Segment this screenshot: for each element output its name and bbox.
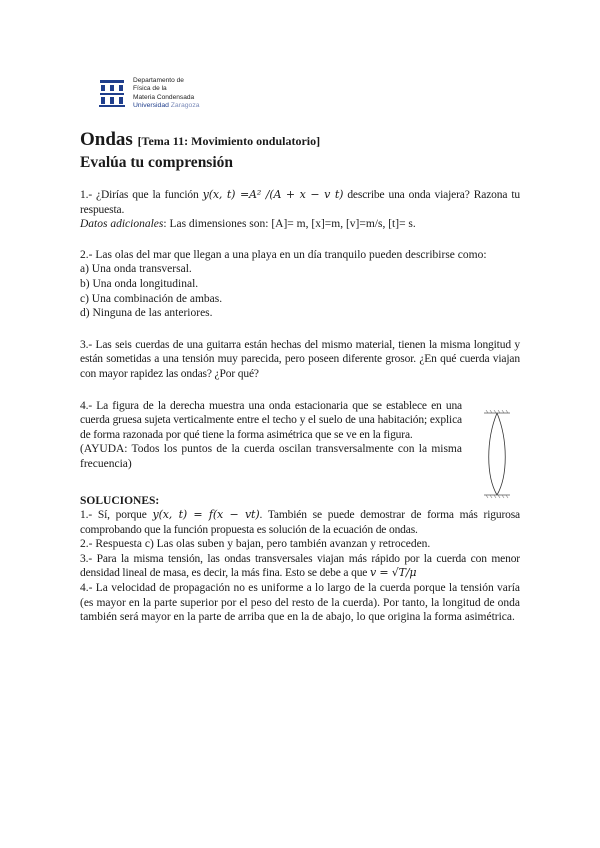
logo-university <box>133 102 200 110</box>
title-topic: [Tema 11: Movimiento ondulatorio] <box>137 134 321 148</box>
question-1-extra <box>80 217 520 232</box>
q1-text-a: ¿Dirías que la función <box>92 189 203 201</box>
s3-number: 3.- <box>80 552 93 565</box>
q1-extra-text: : Las dimensiones son: [A]= m, [x]=m, [v]=m/s, [t]= s. <box>163 218 416 231</box>
q2-option-c: c) Una combinación de ambas. <box>80 292 223 305</box>
q1-text-b: describe una onda viajera? Razona tu respuesta. <box>80 189 520 216</box>
s2-text: Respuesta c) Las olas suben y bajan, pero también avanzan y retroceden. <box>92 538 431 551</box>
standing-wave-figure <box>478 410 516 500</box>
q1-number: 1.- <box>80 189 93 201</box>
s1-text-a: Sí, porque <box>92 509 153 522</box>
s1-formula: y(x, t) = f(x − vt) <box>152 508 260 522</box>
q4-statement <box>80 399 462 443</box>
s1-number: 1.- <box>80 509 93 522</box>
page-title <box>80 129 520 152</box>
q3-number: 3.- <box>80 338 93 351</box>
q2-option-b: b) Una onda longitudinal. <box>80 277 199 290</box>
q4-text: La figura de la derecha muestra una onda estacionaria que se establece en una cuerda gruesa sujeta verticalmente entre el techo y el suelo de una habitación; explica de forma razonada por qué tiene la forma asimétrica que se ve en la figura. <box>80 399 462 441</box>
s4-number: 4.- <box>80 582 93 595</box>
question-2-options <box>80 262 520 320</box>
solution-1 <box>80 508 520 537</box>
solution-4 <box>80 581 520 625</box>
q2-option-d: d) Ninguna de las anteriores. <box>80 307 213 320</box>
page-subtitle: Evalúa tu comprensión <box>80 154 234 171</box>
question-1 <box>80 188 520 217</box>
q2-number: 2.- <box>80 248 93 261</box>
question-3 <box>80 338 520 382</box>
logo-university-b: Zaragoza <box>170 102 200 110</box>
university-logo <box>97 77 200 111</box>
s1-text-b: . También se puede demostrar de forma más rigurosa comprobando que la función propuesta es solución de la ecuación de ondas. <box>80 509 521 536</box>
s2-number: 2.- <box>80 538 93 551</box>
logo-line-3: Materia Condensada <box>133 93 195 101</box>
solution-2 <box>80 537 520 552</box>
q3-text: Las seis cuerdas de una guitarra están hechas del mismo material, tienen la misma longitud y están sometidas a una tensión muy parecida, pero poseen diferente grosor. ¿En qué cuerda viajan con mayor rapidez las ondas? ¿Por qué? <box>80 338 520 380</box>
logo-line-2: Física de la <box>133 85 167 93</box>
q2-text: Las olas del mar que llegan a una playa en un día tranquilo pueden describirse como: <box>92 248 487 261</box>
q4-number: 4.- <box>80 399 93 412</box>
document-body <box>80 129 520 625</box>
solutions-section <box>80 494 520 625</box>
university-emblem-icon <box>97 78 127 108</box>
q1-formula: y(x, t) =A² /(A + x − v t) <box>202 188 344 201</box>
logo-university-a: Universidad <box>133 102 169 110</box>
q2-option-a: a) Una onda transversal. <box>80 263 192 276</box>
s4-text: La velocidad de propagación no es uniforme a lo largo de la cuerda porque la tensión varía (es mayor en la parte superior por el peso del resto de la cuerda). Por tanto, la longitud de onda también será mayor en la parte de arriba que en la de abajo, lo que origina la forma asimétrica. <box>80 582 520 624</box>
solution-3 <box>80 552 520 581</box>
question-4 <box>80 399 520 472</box>
solutions-title: SOLUCIONES: <box>80 494 160 507</box>
s3-formula: v = √T/μ <box>369 566 417 580</box>
s3-text: Para la misma tensión, las ondas transversales viajan más rápido por la cuerda con menor densidad lineal de masa, es decir, la más fina. Esto se debe a que <box>80 552 520 580</box>
question-2 <box>80 248 520 263</box>
q4-hint: (AYUDA: Todos los puntos de la cuerda oscilan transversalmente con la misma frecuencia) <box>80 443 462 470</box>
q1-extra-label: Datos adicionales <box>80 218 164 231</box>
logo-line-1: Departamento de <box>133 77 184 84</box>
title-main: Ondas <box>80 129 133 150</box>
